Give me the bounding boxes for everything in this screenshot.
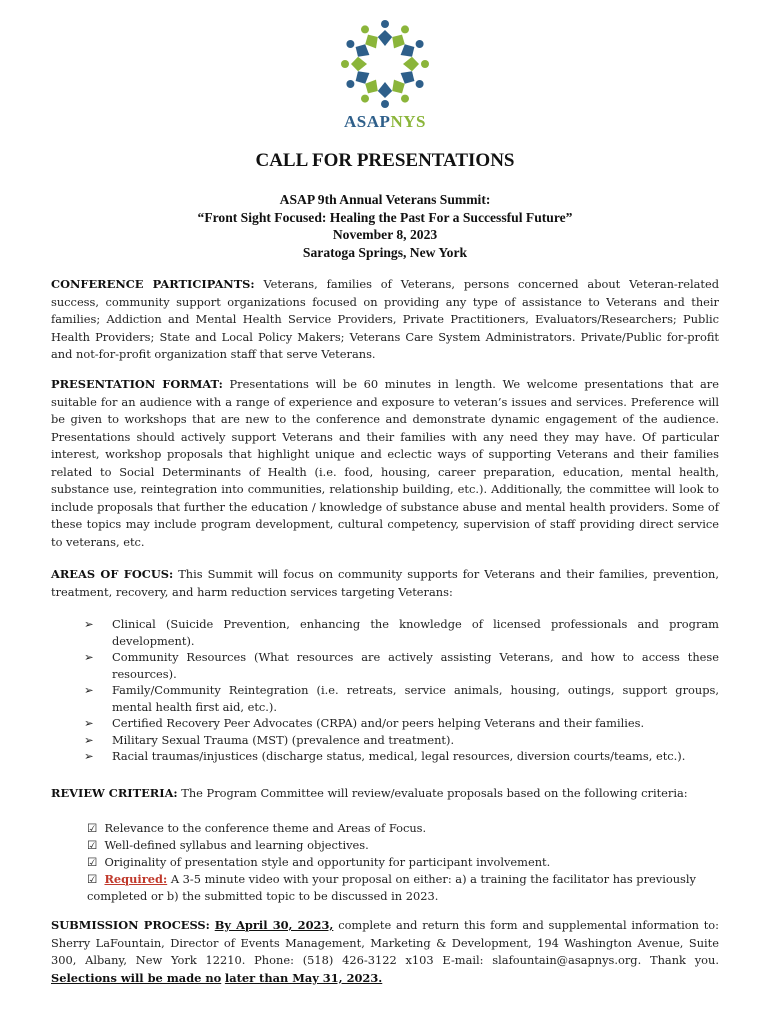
format-label: PRESENTATION FORMAT: xyxy=(51,377,223,391)
person-body-icon xyxy=(351,57,367,71)
participants-label: CONFERENCE PARTICIPANTS: xyxy=(51,277,255,291)
selections-date: later than May 31, 2023. xyxy=(224,970,383,985)
asapnys-logo xyxy=(330,18,440,130)
person-head-icon xyxy=(341,60,349,68)
arrow-bullet-icon: ➢ xyxy=(84,650,94,664)
submission-section xyxy=(51,917,719,987)
person-body-icon xyxy=(356,71,370,84)
format-text: Presentations will be 60 minutes in length. We welcome presentations that are suitable for an audience with a range of experience and exposure to veteran’s issues and services. Preference will be given to workshops that are new to the conference and demonstrate dynamic engagement of the audience. Presentations should actively support Veterans and their families with any need they may have. Of particular interest, workshop proposals that highlight unique and eclectic ways of supporting Veterans and their families related to Social Determinants of Health (i.e. food, housing, career preparation, education, mental health, substance use, reintegration into communities, relationship building, etc.). Additionally, the committee will look to include proposals that further the education / knowledge of substance abuse and mental health providers. Some of these topics may include program development, cultural competency, supervision of staff providing direct service to veterans, etc. xyxy=(51,377,719,549)
person-head-icon xyxy=(381,20,389,28)
person-head-icon xyxy=(361,25,369,33)
review-label: REVIEW CRITERIA: xyxy=(51,786,178,800)
person-body-icon xyxy=(378,30,392,46)
event-name: ASAP 9th Annual Veterans Summit: xyxy=(279,192,491,207)
event-location: Saratoga Springs, New York xyxy=(302,244,468,260)
focus-item xyxy=(84,649,719,682)
person-body-icon xyxy=(365,80,378,94)
focus-label: AREAS OF FOCUS: xyxy=(51,567,174,581)
arrow-bullet-icon: ➢ xyxy=(84,617,94,631)
arrow-bullet-icon: ➢ xyxy=(84,749,94,763)
event-theme: “Front Sight Focused: Healing the Past For a Successful Future” xyxy=(197,209,573,225)
person-body-icon xyxy=(392,35,405,49)
checkbox-icon: ☑ xyxy=(87,855,98,869)
criteria-item xyxy=(87,837,719,854)
format-section xyxy=(51,376,719,551)
person-head-icon xyxy=(361,95,369,103)
review-section xyxy=(51,785,719,803)
person-body-icon xyxy=(401,71,415,84)
person-body-icon xyxy=(401,44,415,57)
submission-label: SUBMISSION PROCESS: xyxy=(51,918,210,932)
checkbox-icon: ☑ xyxy=(87,821,98,835)
criteria-item xyxy=(87,820,719,837)
criteria-item-text: Relevance to the conference theme and Areas of Focus. xyxy=(104,821,427,835)
checkbox-icon: ☑ xyxy=(87,838,98,852)
focus-item xyxy=(84,748,719,765)
focus-item-text: Certified Recovery Peer Advocates (CRPA) and/or peers helping Veterans and their families. xyxy=(112,716,645,730)
person-head-icon xyxy=(416,80,424,88)
person-head-icon xyxy=(416,40,424,48)
review-text: The Program Committee will review/evaluate proposals based on the following criteria: xyxy=(181,786,688,800)
page-title: CALL FOR PRESENTATIONS xyxy=(255,150,515,171)
person-body-icon xyxy=(378,82,392,98)
person-body-icon xyxy=(403,57,419,71)
checkbox-icon: ☑ xyxy=(87,872,98,886)
person-head-icon xyxy=(381,100,389,108)
focus-item xyxy=(84,715,719,732)
person-body-icon xyxy=(365,35,378,49)
person-head-icon xyxy=(421,60,429,68)
focus-text: This Summit will focus on community supports for Veterans and their families, prevention, treatment, recovery, and harm reduction services targeting Veterans: xyxy=(51,567,719,599)
person-head-icon xyxy=(401,25,409,33)
arrow-bullet-icon: ➢ xyxy=(84,716,94,730)
criteria-item xyxy=(87,854,719,871)
submission-deadline: By April 30, 2023, xyxy=(214,918,334,932)
people-circle-logo-icon xyxy=(339,18,431,110)
focus-item-text: Military Sexual Trauma (MST) (prevalence and treatment). xyxy=(112,732,455,747)
required-label: Required: xyxy=(104,872,168,886)
focus-item xyxy=(84,682,719,715)
focus-item-text: Clinical (Suicide Prevention, enhancing the knowledge of licensed professionals and program development). xyxy=(112,617,719,648)
person-head-icon xyxy=(346,80,354,88)
person-body-icon xyxy=(356,44,370,57)
submission-text: complete and return this form and supplemental information to: Sherry LaFountain, Director of Events Management, Marketing & Development, 194 Washington Avenue, Suite 300, Albany, New York 12210. Phone: (518) 426-3122 x103 E-mail: slafountain@asapnys.org. Thank you. xyxy=(51,918,719,967)
participants-section xyxy=(51,276,719,364)
criteria-item-text: Well-defined syllabus and learning objectives. xyxy=(104,838,369,852)
focus-item-text: Family/Community Reintegration (i.e. retreats, service animals, housing, outings, support groups, mental health first aid, etc.). xyxy=(112,683,719,714)
arrow-bullet-icon: ➢ xyxy=(84,732,94,747)
focus-item xyxy=(84,616,719,649)
focus-item-text: Community Resources (What resources are actively assisting Veterans, and how to access these resources). xyxy=(112,650,719,681)
logo-wordmark: ASAPNYS xyxy=(344,112,426,131)
criteria-item-text: Originality of presentation style and opportunity for participant involvement. xyxy=(104,855,551,869)
person-head-icon xyxy=(401,95,409,103)
person-body-icon xyxy=(392,80,405,94)
selections-notice: Selections will be made no xyxy=(51,970,222,985)
focus-item-text: Racial traumas/injustices (discharge status, medical, legal resources, diversion courts/teams, etc.). xyxy=(112,749,686,763)
person-head-icon xyxy=(346,40,354,48)
focus-list xyxy=(84,616,719,765)
focus-item xyxy=(84,732,719,749)
event-date: November 8, 2023 xyxy=(332,227,438,242)
required-text: A 3-5 minute video with your proposal on either: a) a training the facilitator has previously completed or b) the submitted topic to be discussed in 2023. xyxy=(87,872,696,903)
participants-text: Veterans, families of Veterans, persons concerned about Veteran-related success, community support organizations focused on providing any type of assistance to Veterans and their families; Addiction and Mental Health Service Providers, Private Practitioners, Evaluators/Researchers; Public Health Providers; State and Local Policy Makers; Veterans Care System Administrators. Private/Public for-profit and not-for-profit organization staff that serve Veterans. xyxy=(51,277,719,361)
criteria-item-required xyxy=(87,871,719,905)
arrow-bullet-icon: ➢ xyxy=(84,683,94,697)
focus-section xyxy=(51,566,719,601)
event-header xyxy=(0,191,770,261)
review-criteria-list xyxy=(87,820,719,905)
